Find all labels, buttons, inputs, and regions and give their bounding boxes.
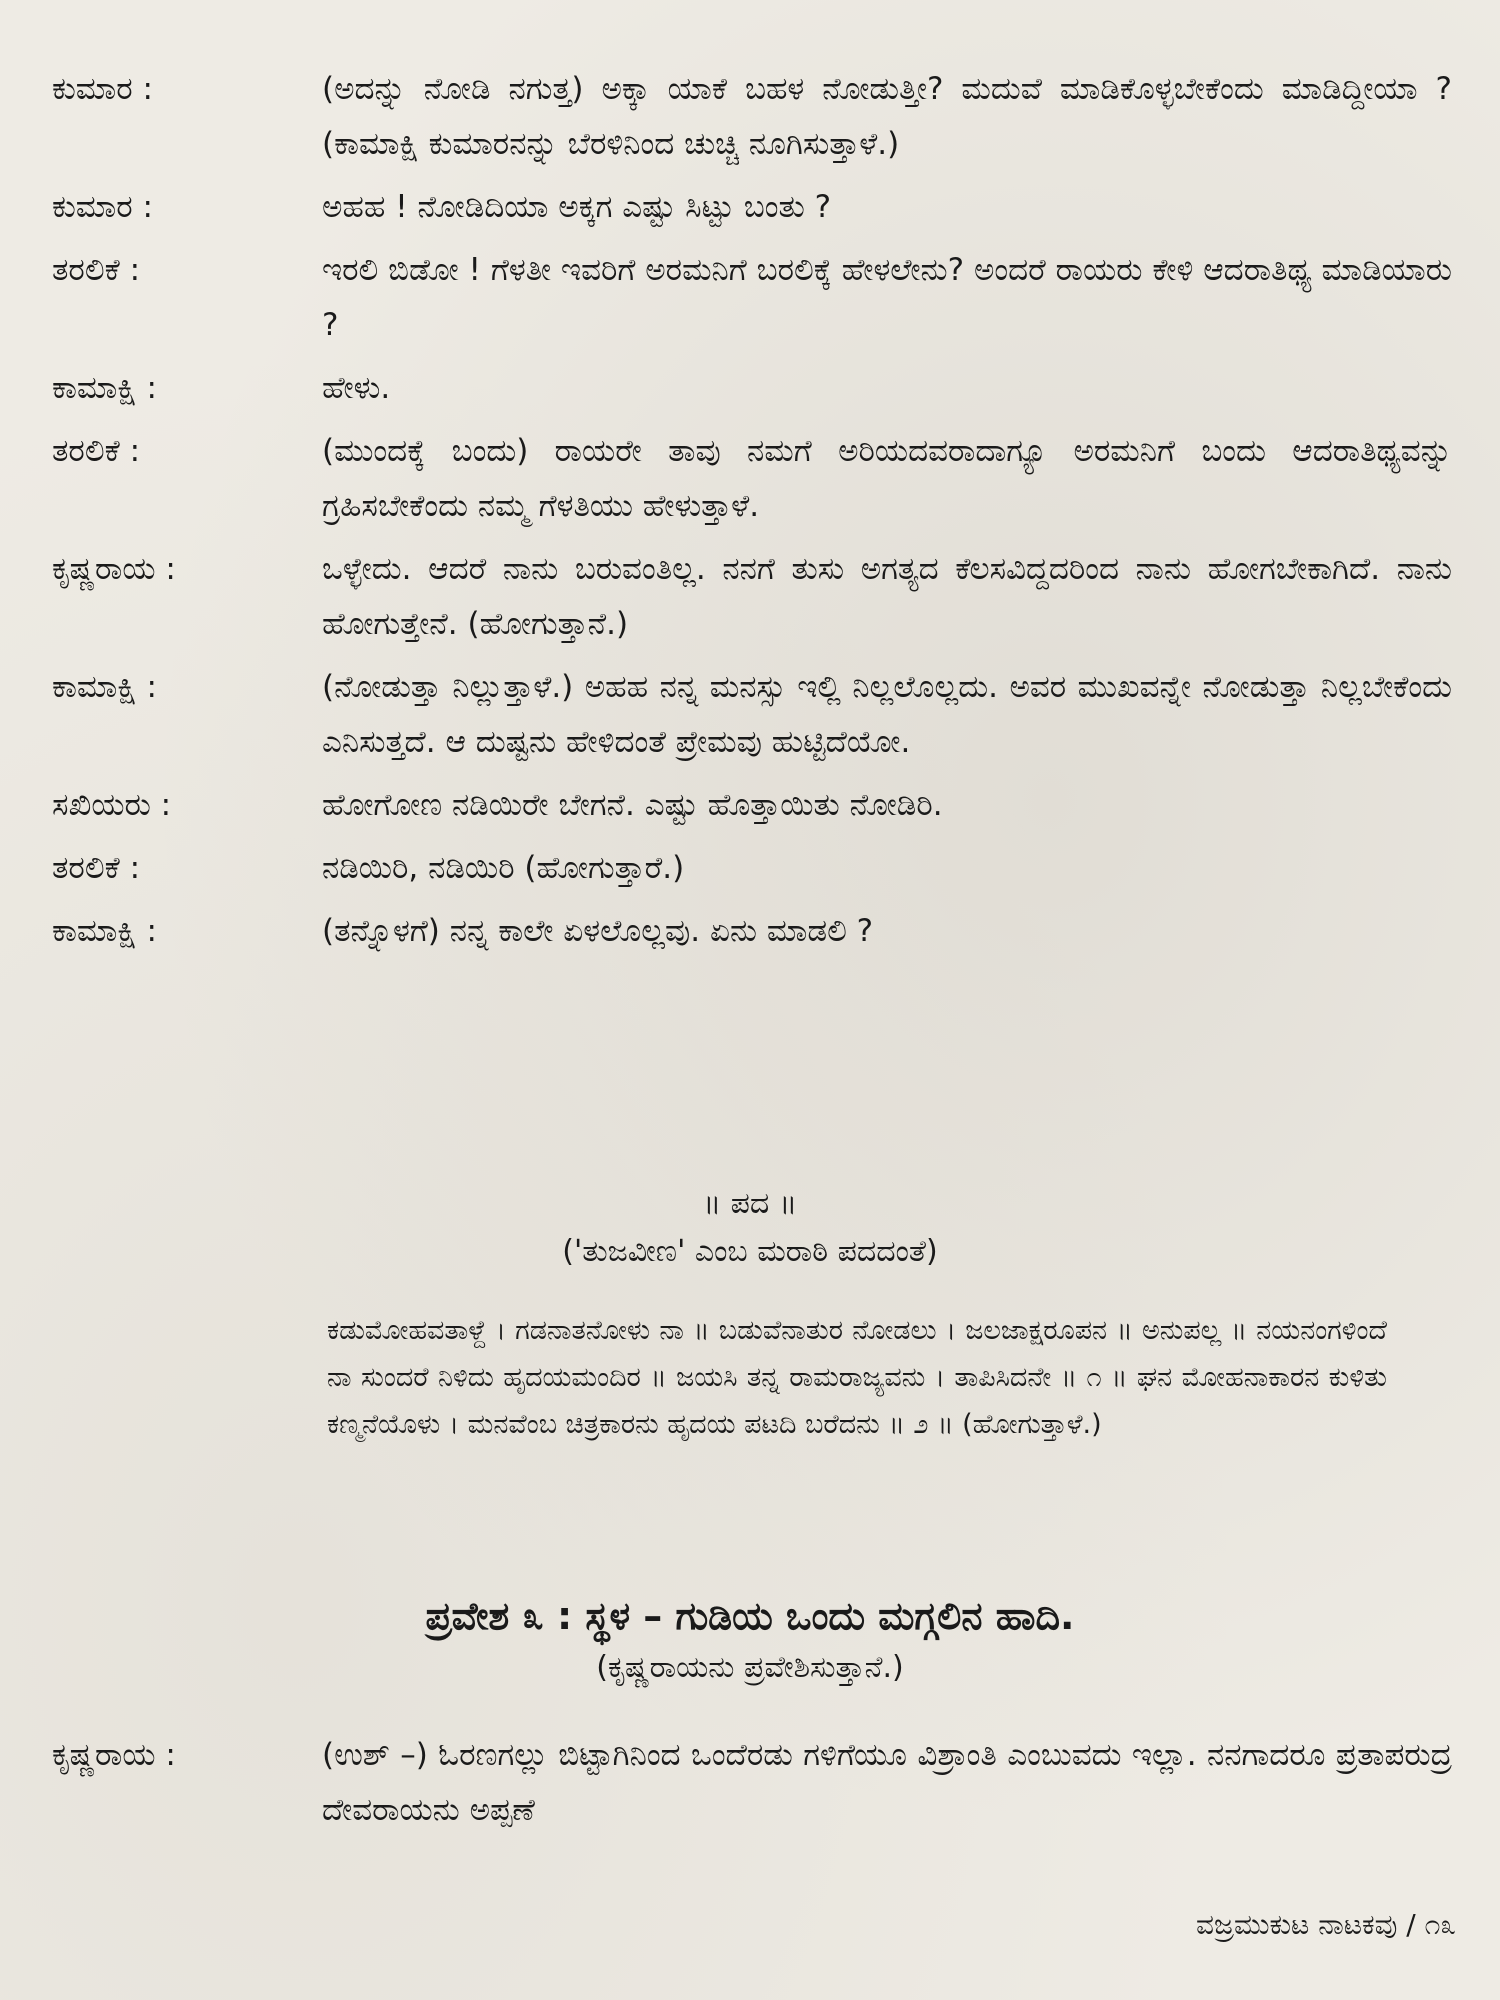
dialogue-turn [52,660,1452,770]
dialogue-turn [52,180,1452,235]
dialogue-text: (ತನ್ನೊಳಗೆ) ನನ್ನ ಕಾಲೇ ಏಳಲೊಲ್ಲವು. ಏನು ಮಾಡಲಿ ? [322,913,874,949]
speaker-name: ಕಾಮಾಕ್ಷಿ : [52,370,157,406]
speaker-name: ತರಲಿಕೆ : [52,433,141,469]
dialogue-turn [52,841,1452,896]
dialogue-turn [52,424,1452,534]
song-header [0,1182,1500,1274]
dialogue-text: ಇರಲಿ ಬಿಡೋ ! ಗೆಳತೀ ಇವರಿಗೆ ಅರಮನಿಗೆ ಬರಲಿಕ್ಕೆ ಹೇಳಲೇನು? ಅಂದರೆ ರಾಯರು ಕೇಳಿ ಆದರಾತಿಥ್ಯ ಮಾಡಿಯಾರು ? [322,252,1452,343]
dialogue-turn [52,62,1452,172]
page-footer: ವಜ್ರಮುಕುಟ ನಾಟಕವು / ೧೩ [1196,1908,1456,1941]
dialogue-block [52,62,1452,967]
scene-block [0,1588,1500,1692]
stage-direction: (ಕೃಷ್ಣರಾಯನು ಪ್ರವೇಶಿಸುತ್ತಾನೆ.) [596,1650,904,1685]
dialogue-text: (ಉಶ್ –) ಓರಣಗಲ್ಲು ಬಿಟ್ಟಾಗಿನಿಂದ ಒಂದೆರಡು ಗಳಿಗೆಯೂ ವಿಶ್ರಾಂತಿ ಎಂಬುವದು ಇಲ್ಲಾ. ನನಗಾದರೂ ಪ್ರತಾಪರುದ್ರ ದೇವರಾಯನು ಅಪ್ಪಣೆ [322,1737,1452,1828]
speaker-name: ಕೃಷ್ಣರಾಯ : [52,551,176,587]
speaker-name: ಕಾಮಾಕ್ಷಿ : [52,913,157,949]
dialogue-turn [52,542,1452,652]
dialogue-turn [52,361,1452,416]
song-verse: ಕಡುಮೋಹವತಾಳ್ದೆ । ಗಡನಾತನೋಳು ನಾ ॥ ಬಡುವೆನಾತುರ ನೋಡಲು । ಜಲಜಾಕ್ಷರೂಪನ ॥ ಅನುಪಲ್ಲ ॥ ನಯನಂಗಳಿಂದೆ ನಾ ಸುಂದರೆ ನಿಳಿದು ಹೃದಯಮಂದಿರ ॥ ಜಯಸಿ ತನ್ನ ರಾಮರಾಜ್ಯವನು । ತಾಪಿಸಿದನೇ ॥ ೧ ॥ ಘನ ಮೋಹನಾಕಾರನ ಕುಳಿತು ಕಣ್ಮನೆಯೊಳು । ಮನವೆಂಬ ಚಿತ್ರಕಾರನು ಹೃದಯ ಪಟದಿ ಬರೆದನು ॥ ೨ ॥ (ಹೋಗುತ್ತಾಳೆ.) [327,1315,1387,1440]
scene-heading: ಪ್ರವೇಶ ೩ : ಸ್ಥಳ – ಗುಡಿಯ ಒಂದು ಮಗ್ಗಲಿನ ಹಾದಿ. [425,1594,1075,1638]
dialogue-turn [52,1728,1452,1838]
dialogue-text: (ಅದನ್ನು ನೋಡಿ ನಗುತ್ತ) ಅಕ್ಕಾ ಯಾಕೆ ಬಹಳ ನೋಡುತ್ತೀ? ಮದುವೆ ಮಾಡಿಕೊಳ್ಳಬೇಕೆಂದು ಮಾಡಿದ್ದೀಯಾ ? (ಕಾಮಾಕ್ಷಿ ಕುಮಾರನನ್ನು ಬೆರಳಿನಿಂದ ಚುಚ್ಚಿ ನೂಗಿಸುತ್ತಾಳೆ.) [322,71,1452,162]
dialogue-text: ಹೋಗೋಣ ನಡಿಯಿರೇ ಬೇಗನೆ. ಎಷ್ಟು ಹೊತ್ತಾಯಿತು ನೋಡಿರಿ. [322,787,943,823]
dialogue-text: ಅಹಹ ! ನೋಡಿದಿಯಾ ಅಕ್ಕಗ ಎಷ್ಟು ಸಿಟ್ಟು ಬಂತು ? [322,189,832,225]
dialogue-turn [52,243,1452,353]
speaker-name: ಕೃಷ್ಣರಾಯ : [52,1737,176,1773]
speaker-name: ತರಲಿಕೆ : [52,850,141,886]
dialogue-turn [52,778,1452,833]
dialogue-text: ಒಳ್ಳೇದು. ಆದರೆ ನಾನು ಬರುವಂತಿಲ್ಲ. ನನಗೆ ತುಸು ಅಗತ್ಯದ ಕೆಲಸವಿದ್ದದರಿಂದ ನಾನು ಹೋಗಬೇಕಾಗಿದೆ. ನಾನು ಹೋಗುತ್ತೇನೆ. (ಹೋಗುತ್ತಾನೆ.) [322,551,1452,642]
song-tune-note: ('ತುಜವೀಣ' ಎಂಬ ಮರಾಠಿ ಪದದಂತೆ) [562,1234,938,1269]
final-dialogue [52,1728,1452,1846]
dialogue-text: ನಡಿಯಿರಿ, ನಡಿಯಿರಿ (ಹೋಗುತ್ತಾರೆ.) [322,850,685,886]
dialogue-text: ಹೇಳು. [322,370,391,406]
speaker-name: ತರಲಿಕೆ : [52,252,141,288]
dialogue-text: (ನೋಡುತ್ತಾ ನಿಲ್ಲುತ್ತಾಳೆ.) ಅಹಹ ನನ್ನ ಮನಸ್ಸು ಇಲ್ಲಿ ನಿಲ್ಲಲೊಲ್ಲದು. ಅವರ ಮುಖವನ್ನೇ ನೋಡುತ್ತಾ ನಿಲ್ಲಬೇಕೆಂದು ಎನಿಸುತ್ತದೆ. ಆ ದುಷ್ಟನು ಹೇಳಿದಂತೆ ಪ್ರೇಮವು ಹುಟ್ಟಿದೆಯೋ. [322,669,1452,760]
song-heading: ॥ ಪದ ॥ [702,1186,798,1221]
speaker-name: ಕುಮಾರ : [52,189,153,225]
dialogue-text: (ಮುಂದಕ್ಕೆ ಬಂದು) ರಾಯರೇ ತಾವು ನಮಗೆ ಅರಿಯದವರಾದಾಗ್ಯೂ ಅರಮನಿಗೆ ಬಂದು ಆದರಾತಿಥ್ಯವನ್ನು ಗ್ರಹಿಸಬೇಕೆಂದು ನಮ್ಮ ಗೆಳತಿಯು ಹೇಳುತ್ತಾಳೆ. [322,433,1452,524]
dialogue-turn [52,904,1452,959]
speaker-name: ಕಾಮಾಕ್ಷಿ : [52,669,157,705]
speaker-name: ಕುಮಾರ : [52,71,153,107]
speaker-name: ಸಖಿಯರು : [52,787,172,823]
